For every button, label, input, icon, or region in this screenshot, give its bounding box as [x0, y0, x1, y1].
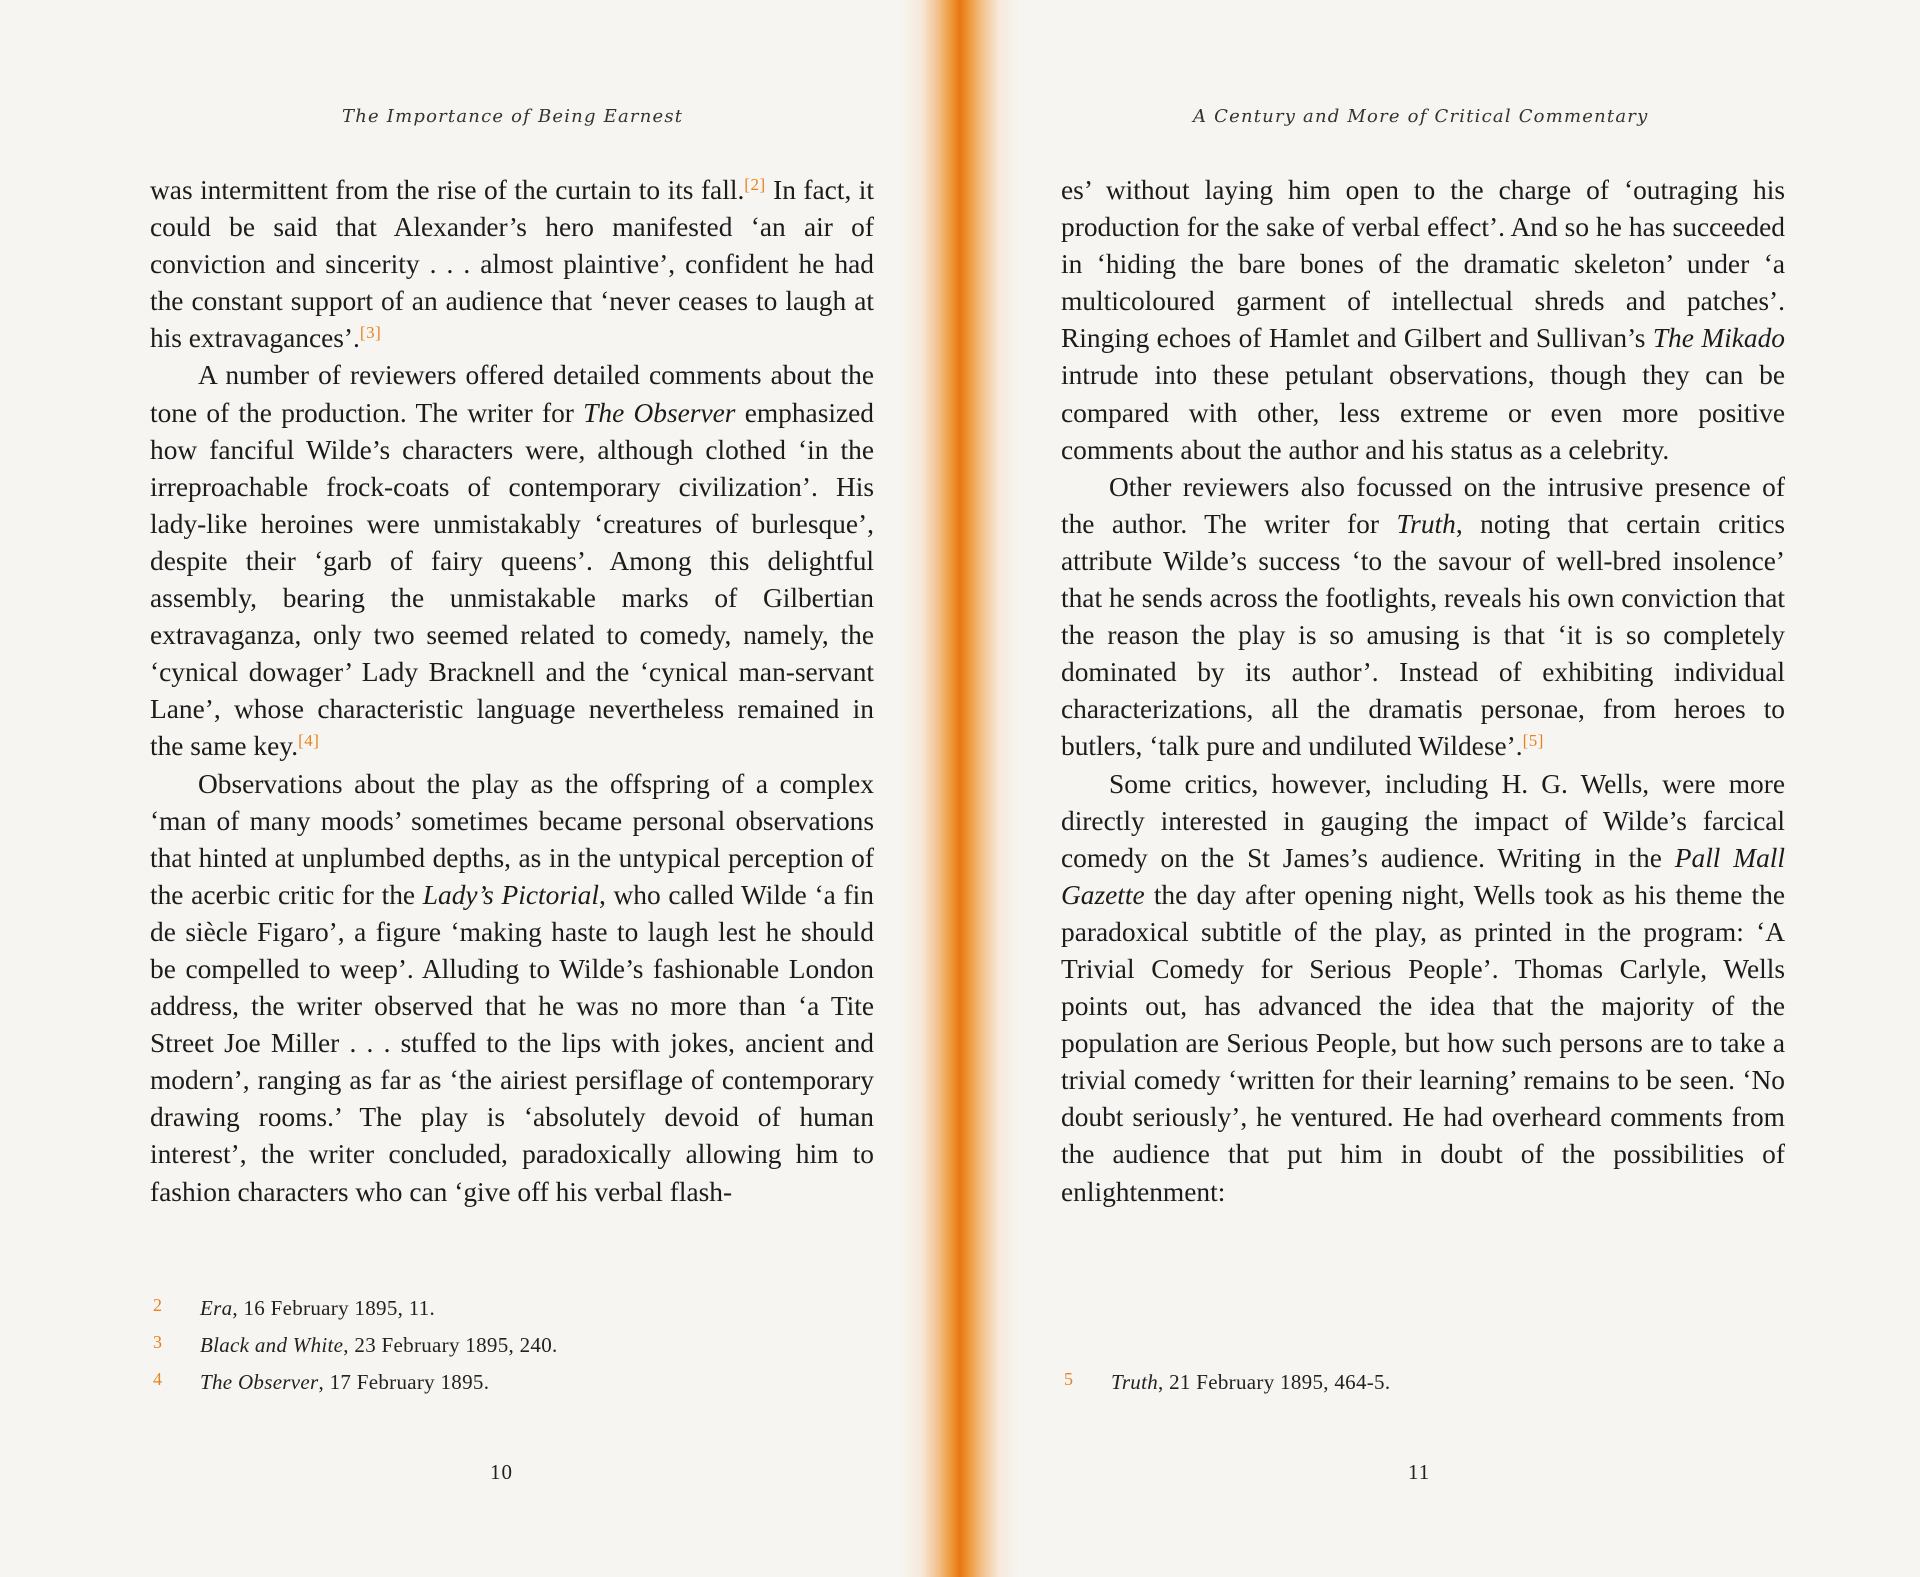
footnote-number: 4 — [153, 1369, 162, 1389]
italic-title: Truth — [1396, 508, 1456, 539]
text-run: es’ without laying him open to the charge of ‘outraging his production for the sake of verbal effect’. And so he has succeeded in ‘hiding the bare bones of the dramatic skeleton’ under ‘a multicoloured garment of intellectual shreds and patches’. Ringing echoes of Hamlet and Gilbert and Sullivan’s — [1061, 175, 1785, 354]
italic-title: Lady’s Pictorial — [422, 879, 599, 910]
right-page — [960, 0, 1920, 1577]
footnote-text — [200, 1364, 489, 1401]
footnote-reference[interactable]: [5] — [1522, 731, 1544, 751]
paragraph — [150, 172, 874, 357]
paragraph — [1061, 766, 1785, 1211]
footnote-citation: , 17 February 1895. — [318, 1370, 490, 1394]
text-run: intrude into these petulant observations, though they can be compared with other, less extreme or even more positive comments about the author and his status as a celebrity. — [1061, 360, 1785, 465]
text-run: Some critics, however, including H. G. Wells, were more directly interested in gauging the impact of Wilde’s farcical comedy on the St James’s audience. Writing in the — [1061, 768, 1785, 873]
footnote-source-title: Era — [200, 1296, 233, 1320]
footnote-reference[interactable]: [4] — [298, 731, 320, 751]
footnote-citation: , 16 February 1895, 11. — [232, 1296, 436, 1320]
footnote-text — [1111, 1364, 1390, 1401]
footnote-number: 2 — [153, 1295, 162, 1315]
paragraph — [1061, 469, 1785, 766]
italic-title: The Mikado — [1652, 323, 1785, 354]
footnote-number: 5 — [1064, 1369, 1073, 1389]
italic-title: The Observer — [583, 397, 736, 428]
right-page-number: 11 — [1408, 1460, 1431, 1484]
italic-title: Pall Mall Gazette — [1061, 842, 1785, 910]
footnote-source-title: The Observer — [200, 1370, 319, 1394]
paragraph — [150, 766, 874, 1211]
text-run: emphasized how fanciful Wilde’s characters were, although clothed ‘in the irreproachable frock-coats of contemporary civilization’. His lady-like heroines were unmistakably ‘creatures of burlesque’, despite their ‘garb of fairy queens’. Among this delightful assembly, bearing the unmistakable marks of Gilbertian extravaganza, only two seemed related to comedy, namely, the ‘cynical dowager’ Lady Bracknell and the ‘cynical man-servant Lane’, whose characteristic language nevertheless remained in the same key. — [150, 397, 874, 762]
text-run: Other reviewers also focussed on the intrusive presence of the author. The writer for — [1061, 471, 1785, 539]
text-run: , noting that certain critics attribute Wilde’s success ‘to the savour of well-bred insolence’ that he sends across the footlights, reveals his own conviction that the reason the play is so amusing is that ‘it is so completely dominated by its author’. Instead of exhibiting individual characterizations, all the dramatis personae, from heroes to butlers, ‘talk pure and undiluted Wildese’. — [1061, 508, 1785, 762]
footnote-reference[interactable]: [3] — [359, 323, 382, 343]
text-run: was intermittent from the rise of the curtain to its fall. — [150, 175, 745, 205]
footnote-text — [200, 1327, 558, 1364]
footnote-source-title: Truth — [1111, 1370, 1159, 1394]
left-running-head: The Importance of Being Earnest — [342, 106, 684, 127]
text-run: Observations about the play as the offspring of a complex ‘man of many moods’ sometimes became personal observations that hinted at unplumbed depths, as in the untypical perception of the acerbic critic for the — [150, 768, 874, 910]
left-body-text — [150, 172, 874, 1211]
paragraph — [1061, 172, 1785, 469]
text-run: the day after opening night, Wells took as his theme the paradoxical subtitle of the play, as printed in the program: ‘A Trivial Comedy for Serious People’. Thomas Carlyle, Wells points out, has advanced the idea that the majority of the population are Serious People, but how such persons are to take a trivial comedy ‘written for their learning’ remains to be seen. ‘No doubt seriously’, he ventured. He had overheard comments from the audience that put him in doubt of the possibilities of enlightenment: — [1061, 879, 1785, 1207]
footnote-citation: , 21 February 1895, 464-5. — [1158, 1370, 1391, 1394]
paragraph — [150, 357, 874, 765]
footnote-citation: , 23 February 1895, 240. — [343, 1333, 558, 1357]
text-run: , who called Wilde ‘a fin de siècle Figaro’, a figure ‘making haste to laugh lest he should be compelled to weep’. Alluding to Wilde’s fashionable London address, the writer observed that he was no more than ‘a Tite Street Joe Miller . . . stuffed to the lips with jokes, ancient and modern’, ranging as far as ‘the airiest persiflage of contemporary drawing rooms.’ The play is ‘absolutely devoid of human interest’, the writer concluded, paradoxically allowing him to fashion characters who can ‘give off his verbal flash- — [150, 879, 874, 1207]
right-running-head: A Century and More of Critical Commentary — [1193, 106, 1649, 127]
footnote-number: 3 — [153, 1332, 162, 1352]
footnote-text — [200, 1290, 435, 1327]
text-run: A number of reviewers offered detailed comments about the tone of the production. The writer for — [150, 360, 874, 428]
footnote-source-title: Black and White — [200, 1333, 344, 1357]
text-run: In fact, it could be said that Alexander’s hero manifested ‘an air of conviction and sincerity . . . almost plaintive’, confident he had the constant support of an audience that ‘never ceases to laugh at his extravagances’. — [150, 175, 874, 354]
footnote-reference[interactable]: [2] — [744, 175, 766, 194]
left-page-number: 10 — [490, 1460, 513, 1484]
right-body-text — [1061, 172, 1785, 1211]
